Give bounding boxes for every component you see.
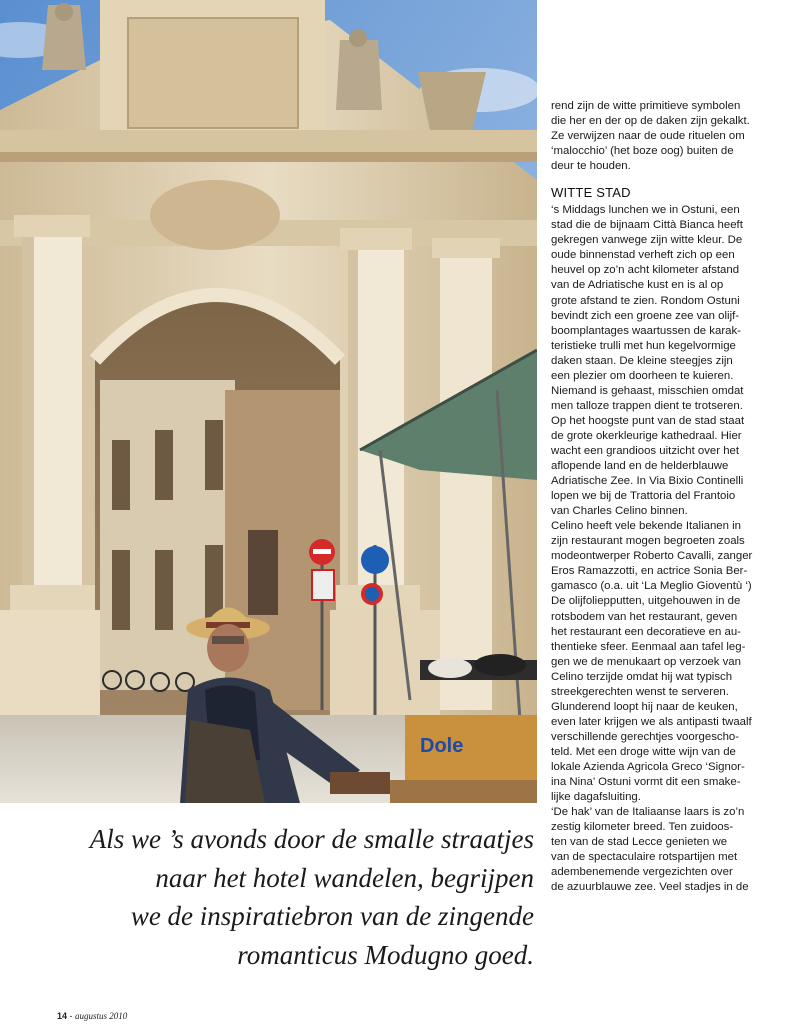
text-line: van de Adriatische kust en is al op xyxy=(551,279,724,292)
text-line: wacht een grandioos uitzicht over het xyxy=(551,444,740,457)
pull-quote-line: romanticus Modugno goed. xyxy=(237,939,534,970)
article-intro xyxy=(551,99,791,174)
text-line: lokale Azienda Agricola Greco ‘Signor- xyxy=(551,760,745,773)
article-body xyxy=(551,203,791,895)
text-line: gekregen vanwege zijn witte kleur. De xyxy=(551,234,743,247)
pull-quote-line: we de inspiratiebron van de zingende xyxy=(130,901,534,931)
text-line: adembenemende vergezichten over xyxy=(551,866,733,879)
text-line: modeontwerper Roberto Cavalli, zanger xyxy=(551,550,753,563)
text-line: men talloze trappen dient te trotseren. xyxy=(551,399,743,412)
text-line: lopen we bij de Trattoria del Frantoio xyxy=(551,490,736,503)
section-heading: WITTE STAD xyxy=(551,185,631,201)
text-line: die her en der op de daken zijn gekalkt. xyxy=(551,115,750,128)
text-line: thentieke sfeer. Eenmaal aan tafel leg- xyxy=(551,640,746,653)
text-line: gen we de menukaart op verzoek van xyxy=(551,655,741,668)
text-line: teld. Met een droge witte wijn van de xyxy=(551,745,736,758)
text-line: een plezier om doorheen te kuieren. xyxy=(551,369,734,382)
text-line: Op het hoogste punt van de stad staat xyxy=(551,414,745,427)
text-line: Ze verwijzen naar de oude rituelen om xyxy=(551,130,745,143)
folio-separator: - xyxy=(69,1011,73,1021)
text-line: grote afstand te zien. Rondom Ostuni xyxy=(551,294,740,307)
page-folio xyxy=(57,1011,127,1021)
text-line: Celino heeft vele bekende Italianen in xyxy=(551,520,741,533)
text-line: deur te houden. xyxy=(551,160,631,173)
text-line: ‘malocchio’ (het boze oog) buiten de xyxy=(551,145,734,158)
text-line: ‘s Middags lunchen we in Ostuni, een xyxy=(551,204,740,217)
text-line: zijn restaurant mogen begroeten zoals xyxy=(551,535,745,548)
text-line: Eros Ramazzotti, en actrice Sonia Ber- xyxy=(551,565,748,578)
text-line: van Charles Celino binnen. xyxy=(551,505,688,518)
pull-quote xyxy=(40,820,534,974)
text-line: daken staan. De kleine steegjes zijn xyxy=(551,354,733,367)
text-line: De olijfoliepputten, uitgehouwen in de xyxy=(551,595,741,608)
text-line: ‘De hak’ van de Italiaanse laars is zo’n xyxy=(551,806,745,819)
text-line: boomplantages waartussen de karak- xyxy=(551,324,741,337)
pull-quote-line: naar het hotel wandelen, begrijpen xyxy=(155,862,534,893)
text-line: verschillende gerechtjes voorgescho- xyxy=(551,730,740,743)
text-line: aflopende land en de helderblauwe xyxy=(551,460,729,473)
text-line: lijke dagafsluiting. xyxy=(551,791,641,804)
text-line: bevindt zich een groene zee van olijf- xyxy=(551,309,740,322)
page-number: 14 xyxy=(57,1011,68,1021)
text-line: stad die de bijnaam Città Bianca heeft xyxy=(551,219,743,232)
text-line: de azuurblauwe zee. Veel stadjes in de xyxy=(551,881,749,894)
text-line: Adriatische Zee. In Via Bixio Continelli xyxy=(551,475,744,488)
text-line: gamasco (o.a. uit ‘La Meglio Gioventù ‘) xyxy=(551,580,752,593)
text-line: Glunderend loopt hij naar de keuken, xyxy=(551,700,738,713)
pull-quote-line: Als we ’s avonds door de smalle straatjes xyxy=(89,824,534,854)
text-line: rotsbodem van het restaurant, geven xyxy=(551,610,738,623)
text-line: Celino terzijde omdat hij wat typisch xyxy=(551,670,733,683)
text-line: het restaurant een decoratieve en au- xyxy=(551,625,741,638)
text-line: de grote okerkleurige kathedraal. Hier xyxy=(551,429,742,442)
article-column xyxy=(551,99,791,895)
text-line: rend zijn de witte primitieve symbolen xyxy=(551,100,741,112)
text-line: oude binnenstad verheft zich op een xyxy=(551,249,735,262)
text-line: ten van de stad Lecce genieten we xyxy=(551,836,728,849)
text-line: Niemand is gehaast, misschien omdat xyxy=(551,384,744,397)
text-line: heuvel op zo’n acht kilometer afstand xyxy=(551,264,740,277)
text-line: streekgerechten wenst te serveren. xyxy=(551,685,729,698)
text-line: even later krijgen we als antipasti twaalf xyxy=(551,715,752,728)
text-line: van de spectaculaire rotspartijen met xyxy=(551,851,738,864)
crate-label: Dole xyxy=(420,735,464,757)
text-line: ina Nina’ Ostuni vormt dit een smake- xyxy=(551,776,741,789)
issue-date: augustus 2010 xyxy=(75,1011,128,1021)
text-line: zestig kilometer breed. Ten zuidoos- xyxy=(551,821,734,834)
text-line: teristieke trulli met hun kegelvormige xyxy=(551,339,736,352)
